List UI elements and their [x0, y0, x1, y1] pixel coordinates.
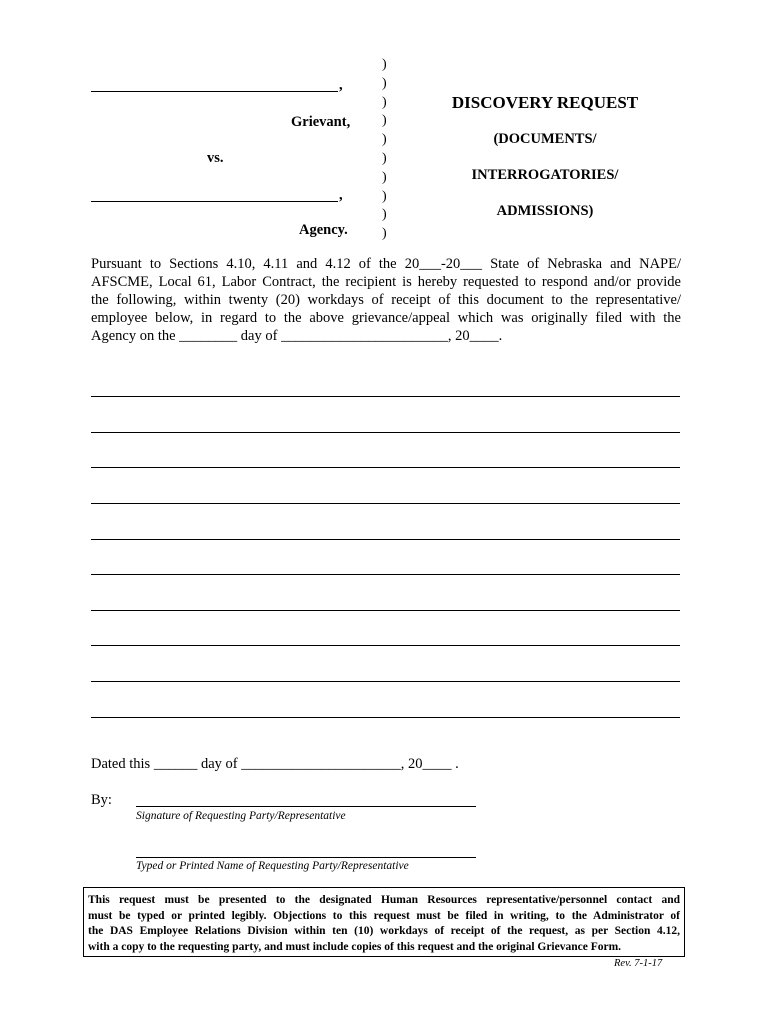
caption-parentheses — [382, 56, 394, 244]
title-line-admissions: ADMISSIONS) — [496, 203, 594, 219]
request-line[interactable] — [91, 681, 680, 682]
request-line[interactable] — [91, 467, 680, 468]
notice-line: This request must be presented to the designated Human Resources representative/personnel contact and — [88, 894, 680, 906]
notice-line: must be typed or printed legibly. Objections to this request must be filed in writing, to the Administrator of — [88, 909, 680, 922]
request-line[interactable] — [91, 574, 680, 575]
title-line-documents: (DOCUMENTS/ — [493, 131, 597, 147]
paren: ) — [382, 207, 387, 223]
request-line[interactable] — [91, 432, 680, 433]
body-paragraph — [91, 255, 681, 345]
by-label: By: — [91, 792, 112, 808]
body-line: employee below, in regard to the above grievance/appeal which was originally filed with the — [91, 310, 681, 326]
vs-label: vs. — [207, 150, 224, 166]
request-line[interactable] — [91, 610, 680, 611]
request-line[interactable] — [91, 503, 680, 504]
body-line: Pursuant to Sections 4.10, 4.11 and 4.12 of the 20___-20___ State of Nebraska and NAPE/ — [91, 256, 681, 272]
notice-box — [83, 887, 685, 957]
agency-label: Agency. — [299, 222, 348, 238]
body-line: Agency on the ________ day of _______________________, 20____. — [91, 328, 503, 344]
document-title: DISCOVERY REQUEST — [451, 93, 639, 112]
agency-comma: , — [339, 187, 343, 203]
signature-line[interactable] — [136, 806, 476, 807]
paren: ) — [382, 132, 387, 148]
paren: ) — [382, 75, 387, 91]
request-line[interactable] — [91, 717, 680, 718]
paren: ) — [382, 169, 387, 185]
grievant-name-line[interactable] — [91, 91, 338, 92]
signature-caption: Signature of Requesting Party/Representative — [136, 810, 346, 822]
notice-line: with a copy to the requesting party, and must include copies of this request and the original Grievance Form. — [88, 940, 622, 953]
printed-name-line[interactable] — [136, 857, 476, 858]
body-line: the following, within twenty (20) workdays of receipt of this document to the representative/ — [91, 292, 681, 308]
paren: ) — [382, 226, 387, 242]
paren: ) — [382, 188, 387, 204]
body-line: AFSCME, Local 61, Labor Contract, the recipient is hereby requested to respond and/or provide — [91, 274, 681, 290]
paren: ) — [382, 57, 387, 72]
paren: ) — [382, 113, 387, 129]
dated-line: Dated this ______ day of ______________________, 20____ . — [91, 756, 459, 772]
agency-name-line[interactable] — [91, 201, 338, 202]
printed-name-caption: Typed or Printed Name of Requesting Party/Representative — [136, 860, 409, 872]
notice-line: the DAS Employee Relations Division within ten (10) workdays of receipt of the request, as per Section 4.12, — [88, 925, 680, 937]
paren: ) — [382, 150, 387, 166]
request-line[interactable] — [91, 645, 680, 646]
request-line[interactable] — [91, 396, 680, 397]
paren: ) — [382, 94, 387, 110]
grievant-comma: , — [339, 77, 343, 93]
grievant-label: Grievant, — [291, 114, 351, 130]
request-line[interactable] — [91, 539, 680, 540]
revision-label: Rev. 7-1-17 — [614, 958, 663, 969]
title-line-interrogatories: INTERROGATORIES/ — [471, 167, 619, 183]
